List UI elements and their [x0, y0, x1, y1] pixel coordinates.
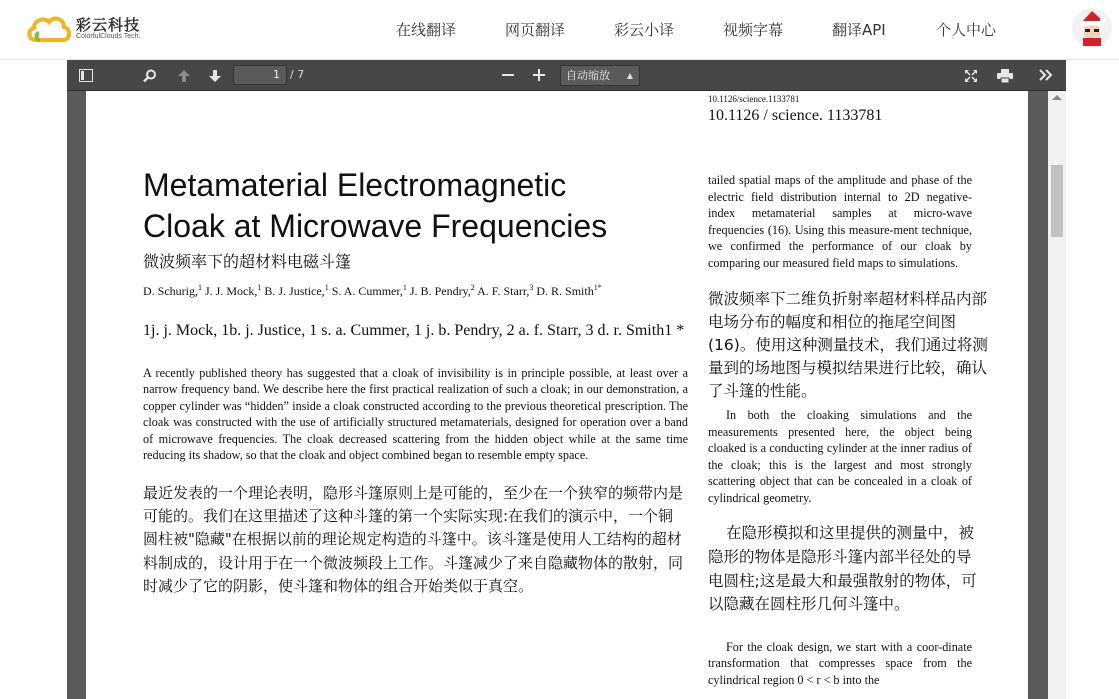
author-affiliation: 2: [470, 283, 475, 292]
body-paragraph-1: tailed spatial maps of the amplitude and phase of the electric field distribution internal to 2D negative-index metamaterial samples at micro-wave frequencies (16). Using this measure-ment technique, we confirmed the performance of our cloak by comparing our measured field maps to simulations.: [708, 173, 972, 270]
santa-avatar-icon: [1072, 8, 1112, 48]
plus-icon: [533, 69, 545, 81]
arrow-down-icon: [208, 69, 222, 83]
nav-web-translate[interactable]: 网页翻译: [505, 21, 566, 39]
pdf-toolbar: [67, 60, 1066, 91]
nav-translate-api[interactable]: 翻译API: [832, 21, 886, 39]
doi-translated: 10.1126 / science. 1133781: [708, 107, 883, 124]
select-arrows-icon: ▲: [626, 71, 633, 80]
author-list-translation: 1j. j. Mock, 1b. j. Justice, 1 s. a. Cummer, 1 j. b. Pendry, 2 a. f. Starr, 3 d. r. Smith1 *: [143, 322, 685, 339]
zoom-in-button[interactable]: [528, 65, 550, 87]
print-button[interactable]: [994, 65, 1016, 87]
minus-icon: [502, 69, 514, 81]
pdf-page: [86, 91, 1028, 699]
fullscreen-icon: [964, 69, 978, 83]
author-affiliation: 1: [198, 283, 202, 292]
site-header: [0, 0, 1119, 60]
author-list: [143, 278, 683, 301]
author-affiliation: 1*: [593, 283, 602, 292]
author-affiliation: 1: [402, 283, 407, 292]
nav-personal-center[interactable]: 个人中心: [936, 21, 997, 39]
tools-button[interactable]: [1035, 65, 1057, 87]
author-affiliation: 1: [257, 283, 262, 292]
find-button[interactable]: [139, 65, 161, 87]
page-count: / 7: [290, 68, 305, 81]
zoom-value: 自动缩放: [566, 69, 610, 82]
print-icon: [997, 69, 1013, 83]
author-name: D. Schurig,: [143, 284, 198, 298]
author-name: J. B. Pendry,: [406, 284, 471, 298]
double-chevron-right-icon: [1039, 69, 1053, 81]
body-paragraph-3: For the cloak design, we start with a coor-dinate transformation that compresses space from the cylindrical region 0 < r < b into the: [708, 640, 972, 687]
previous-page-button[interactable]: [173, 65, 195, 87]
nav-caiyun-xiaoyi[interactable]: 彩云小译: [614, 21, 675, 39]
author-affiliation: 1: [324, 283, 329, 292]
author-name: B. J. Justice,: [261, 284, 325, 298]
sidebar-toggle-button[interactable]: [75, 65, 97, 87]
brand-name: 彩云科技: [76, 16, 141, 34]
author-affiliation: 3: [529, 283, 534, 292]
presentation-mode-button[interactable]: [960, 65, 982, 87]
author-name: J. J. Mock,: [202, 284, 258, 298]
paper-title: [143, 165, 683, 247]
body-paragraph-2-translation: 在隐形模拟和这里提供的测量中，被隐形的物体是隐形斗篷内部半径处的导电圆柱;这是最大和最强散射的物体，可以隐藏在圆柱形几何斗篷中。: [708, 524, 977, 614]
nav-video-subtitles[interactable]: 视频字幕: [723, 21, 784, 39]
brand-logo[interactable]: [26, 12, 156, 46]
title-line-2: Cloak at Microwave Frequencies: [143, 208, 608, 244]
title-translation: 微波频率下的超材料电磁斗篷: [143, 252, 352, 271]
avatar[interactable]: [1072, 8, 1112, 48]
author-name: D. R. Smith: [533, 284, 594, 298]
scroll-up-icon[interactable]: [1052, 95, 1062, 100]
brand-tagline: ColorfulClouds Tech.: [76, 33, 141, 40]
sidebar-toggle-icon: [79, 69, 93, 82]
zoom-out-button[interactable]: [497, 65, 519, 87]
cloud-logo-icon: [26, 12, 72, 46]
title-line-1: Metamaterial Electromagnetic: [143, 167, 567, 203]
body-paragraph-1-translation: 微波频率下二维负折射率超材料样品内部电场分布的幅度和相位的拖尾空间图(16)。使用这种测量技术，我们通过将测量到的场地图与模拟结果进行比较，确认了斗篷的性能。: [708, 290, 988, 400]
scrollbar-thumb[interactable]: [1051, 165, 1063, 237]
arrow-up-icon: [177, 69, 191, 83]
nav-online-translate[interactable]: 在线翻译: [396, 21, 457, 39]
abstract: A recently published theory has suggested that a cloak of invisibility is in principle possible, at least over a narrow frequency band. We describe here the first practical realization of such a cloak; in our demonstration, a copper cylinder was “hidden” inside a cloak constructed according to the previous theoretical prescription. The cloak was constructed with the use of artificially structured metamaterials, designed for operation over a band of microwave frequencies. The cloak decreased scattering from the hidden object while at the same time reducing its shadow, so that the cloak and object combined began to resemble empty space.: [143, 366, 688, 463]
author-name: S. A. Cummer,: [328, 284, 403, 298]
abstract-translation: 最近发表的一个理论表明，隐形斗篷原则上是可能的，至少在一个狭窄的频带内是可能的。我们在这里描述了这种斗篷的第一个实际实现:在我们的演示中，一个铜圆柱被"隐藏"在根据以前的理论规定构造的斗篷中。该斗篷是使用人工结构的超材料制成的，设计用于在一个微波频段上工作。斗篷减少了来自隐藏物体的散射，同时减少了它的阴影，使斗篷和物体的组合开始类似于真空。: [143, 484, 684, 595]
document-viewport[interactable]: [67, 91, 1066, 699]
author-name: A. F. Starr,: [474, 284, 530, 298]
doi-small: 10.1126/science.1133781: [708, 94, 800, 104]
next-page-button[interactable]: [204, 65, 226, 87]
body-paragraph-2: In both the cloaking simulations and the measurements presented here, the object being cloaked is a conducting cylinder at the inner radius of the cloak; this is the largest and most strongly scattering object that can be concealed in a cloak of cylindrical geometry.: [708, 408, 972, 505]
search-icon: [143, 69, 157, 83]
zoom-select[interactable]: [560, 65, 640, 86]
vertical-scrollbar[interactable]: [1048, 91, 1066, 699]
page-number-input[interactable]: 1: [233, 65, 287, 85]
